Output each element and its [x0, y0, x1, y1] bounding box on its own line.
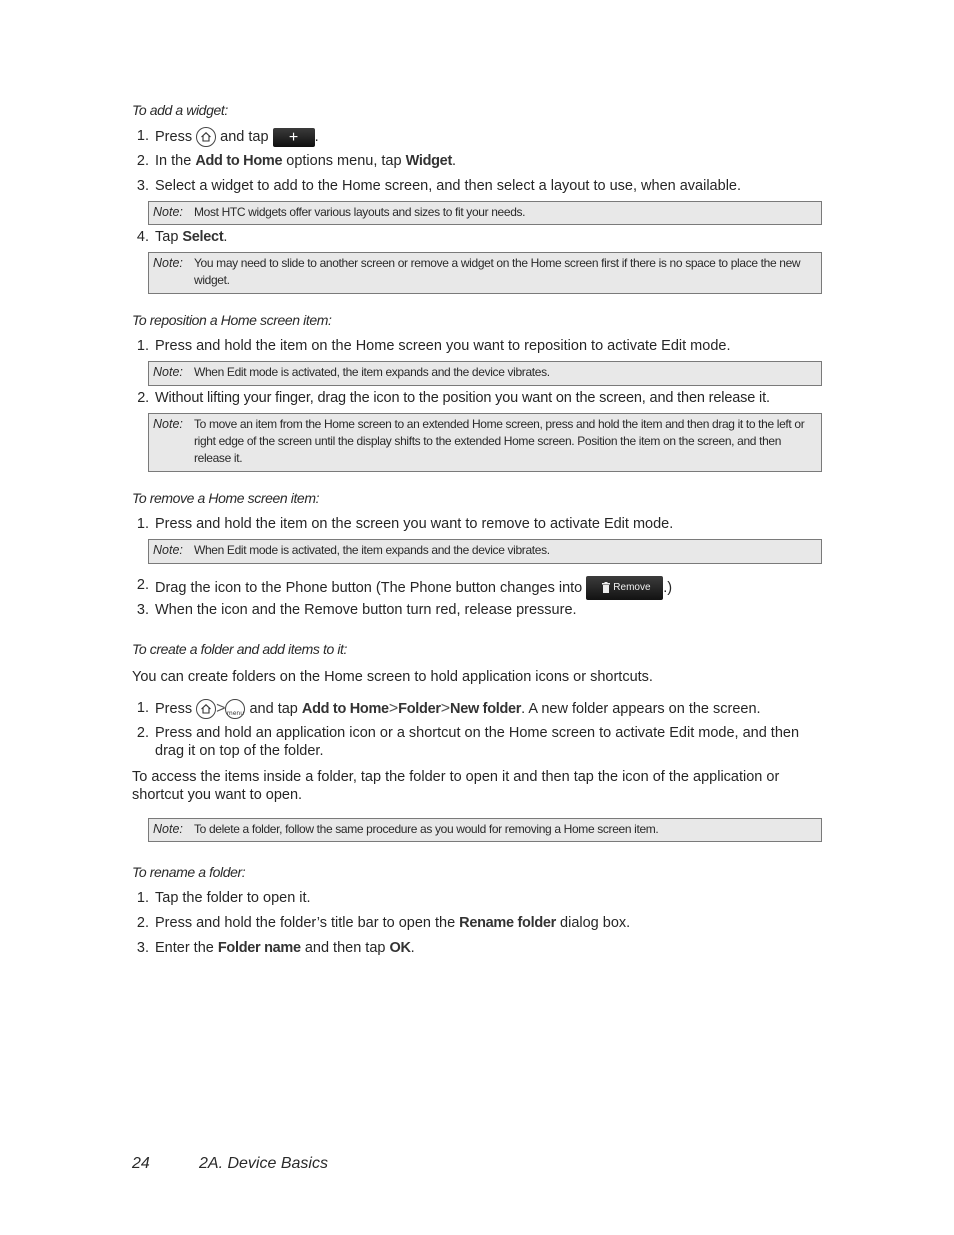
note-box: Note: When Edit mode is activated, the item expands and the device vibrates.	[148, 361, 822, 386]
note-box: Note: To move an item from the Home screen to an extended Home screen, press and hold the item and then drag it to the left or right edge of the screen until the display shifts to the extended Home screen. Position the item on the screen, and then release it.	[148, 413, 822, 472]
note-box: Note: To delete a folder, follow the same procedure as you would for removing a Home screen item.	[148, 818, 822, 842]
folder-intro: You can create folders on the Home screen to hold application icons or shortcuts.	[132, 669, 653, 685]
note-box: Note: When Edit mode is activated, the item expands and the device vibrates.	[148, 539, 822, 564]
document-page: To add a widget: 1. Press and tap + . 2. In the Add to Home options menu, tap Widget. 3. Select a widget to add to the Home screen, and then select a layout to use, when available. Note: Most HTC widgets offer various layouts and sizes to fit your needs. 4. Tap Select. Note: You may need to slide to another screen or remove a widget on the Home screen first if there is no space to place the new widget. To reposition a Home screen item: 1. Press and hold the item on the Home screen you want to reposition to activate Edit mode. Note: When Edit mode is activated, the item expands and the device vibrates. 2. Without lifting your finger, drag the icon to the position you want on the screen, and then release it. Note: To move an item from the Home screen to an extended Home screen, press and hold the item and then drag it to the left or right edge of the screen until the display shifts to the extended Home screen. Position the item on the screen, and then release it. To remove a Home screen item: 1. Press and hold the item on the screen you want to remove to activate Edit mode. Note: When Edit mode is activated, the item expands and the device vibrates. 2. Drag the icon to the Phone button (The Phone button changes into Remove .) 3. When the icon and the Remove button turn red, release pressure. To create a folder and add items to it: You can create folders on the Home screen to hold application icons or shortcuts. 1. Press > menu and tap Add to Home>Folder>New folder. A new folder appears on the screen. 2. Press and hold an application icon or a shortcut on the Home screen to activate Edit mode, and then drag it on top of the folder. To access the items inside a folder, tap the folder to open it and then tap the icon of the application or shortcut you want to open. Note: To delete a folder, follow the same procedure as you would for removing a Home screen item. To rename a folder: 1. Tap the folder to open it. 2. Press and hold the folder’s title bar to open the Rename folder dialog box. 3. Enter the Folder name and then tap OK. 24 2A. Device Basics	[0, 0, 954, 1235]
plus-button-icon: +	[273, 128, 315, 147]
page-number: 24	[132, 1155, 150, 1172]
footer-section-title: 2A. Device Basics	[199, 1155, 328, 1172]
home-icon	[196, 127, 216, 147]
heading-remove: To remove a Home screen item:	[132, 490, 320, 506]
heading-add-widget: To add a widget:	[132, 102, 228, 118]
menu-icon: menu	[225, 699, 245, 719]
home-icon	[196, 699, 216, 719]
heading-create-folder: To create a folder and add items to it:	[132, 641, 348, 657]
note-box: Note: Most HTC widgets offer various layouts and sizes to fit your needs.	[148, 201, 822, 225]
step-folder-2: 2. Press and hold an application icon or a shortcut on the Home screen to activate Edit mode, and then drag it on top of the folder.	[136, 725, 800, 759]
trash-icon	[602, 582, 610, 593]
folder-access-paragraph: To access the items inside a folder, tap the folder to open it and then tap the icon of the application or shortcut you want to open.	[132, 769, 780, 803]
heading-reposition: To reposition a Home screen item:	[132, 312, 332, 328]
note-box: Note: You may need to slide to another screen or remove a widget on the Home screen first if there is no space to place the new widget.	[148, 252, 822, 294]
heading-rename-folder: To rename a folder:	[132, 864, 246, 880]
remove-button-icon: Remove	[586, 576, 663, 600]
